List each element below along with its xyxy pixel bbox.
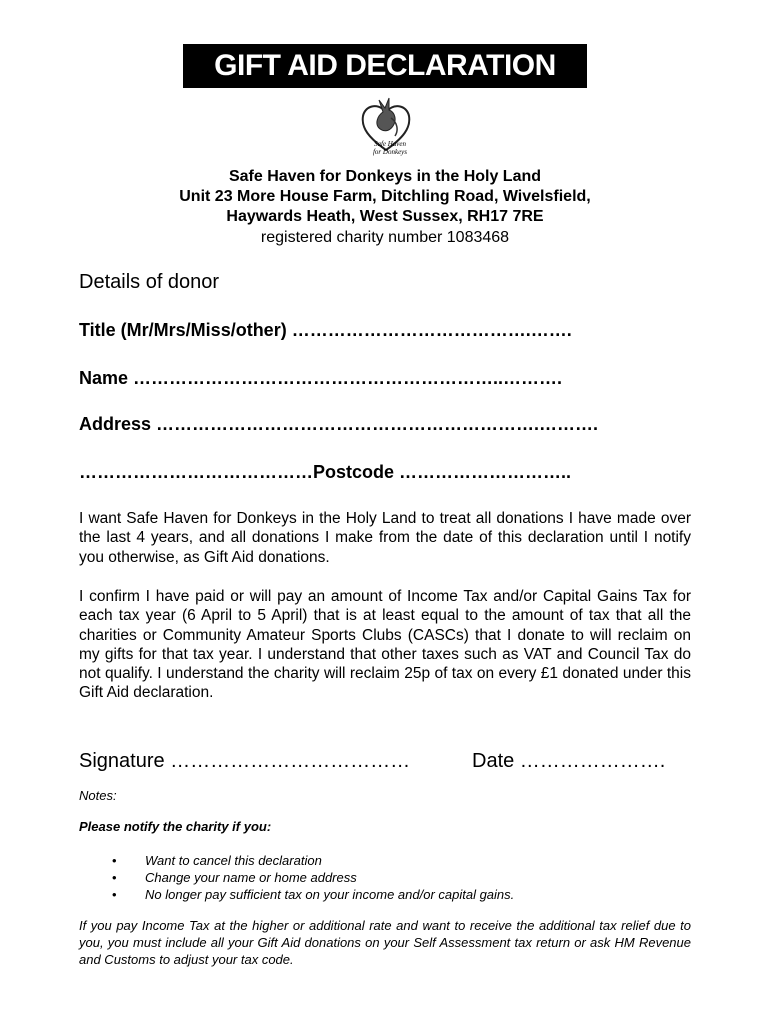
logo-text xyxy=(360,140,420,156)
charity-number: registered charity number 1083468 xyxy=(260,229,510,246)
address-field[interactable]: Address ……………………………………………………….………. xyxy=(79,414,599,434)
logo-text-line2: for Donkeys xyxy=(372,148,408,156)
notes-heading: Please notify the charity if you: xyxy=(79,819,272,834)
tax-relief-note: If you pay Income Tax at the higher or additional rate and want to receive the additional tax relief due to you, you must include all your Gift Aid donations on your Self Assessment tax return or ask HM Revenue and Customs to adjust your tax code. xyxy=(79,918,691,967)
list-item xyxy=(79,852,514,869)
bullet-icon: • xyxy=(112,887,117,902)
list-item xyxy=(79,886,514,903)
title-field[interactable]: Title (Mr/Mrs/Miss/other) ………………………………….……. xyxy=(79,320,572,340)
signature-field[interactable]: Signature ……………………………… xyxy=(79,750,411,772)
date-field[interactable]: Date …………………. xyxy=(472,750,666,772)
organization-address-line1: Unit 23 More House Farm, Ditchling Road, Wivelsfield, xyxy=(179,188,591,205)
bullet-icon: • xyxy=(112,870,117,885)
logo-text-line1: Safe Haven xyxy=(373,140,407,148)
notes-label: Notes: xyxy=(79,788,117,803)
list-item xyxy=(79,869,514,886)
note-item-text: Want to cancel this declaration xyxy=(145,853,322,868)
note-item-text: No longer pay sufficient tax on your income and/or capital gains. xyxy=(145,887,515,902)
name-field[interactable]: Name ……………………………………………………..………. xyxy=(79,368,563,388)
bullet-icon: • xyxy=(112,853,117,868)
declaration-paragraph-2: I confirm I have paid or will pay an amount of Income Tax and/or Capital Gains Tax for each tax year (6 April to 5 April) that is at least equal to the amount of tax that all the charities or Community Amateur Sports Clubs (CASCs) that I donate to will reclaim on my gifts for that tax year. I understand that other taxes such as VAT and Council Tax do not qualify. I understand the charity will reclaim 25p of tax on every £1 donated under this Gift Aid declaration. xyxy=(79,588,691,702)
page-title: GIFT AID DECLARATION xyxy=(183,44,587,88)
notes-list xyxy=(79,852,514,903)
organization-name: Safe Haven for Donkeys in the Holy Land xyxy=(228,168,542,185)
postcode-field[interactable]: …………………………………Postcode ……………………….. xyxy=(79,462,572,482)
donor-details-heading: Details of donor xyxy=(79,271,220,293)
note-item-text: Change your name or home address xyxy=(145,870,357,885)
organization-address-line2: Haywards Heath, West Sussex, RH17 7RE xyxy=(226,208,544,225)
declaration-paragraph-1: I want Safe Haven for Donkeys in the Holy Land to treat all donations I have made over the last 4 years, and all donations I make from the date of this declaration until I notify you otherwise, as Gift Aid donations. xyxy=(79,510,691,566)
